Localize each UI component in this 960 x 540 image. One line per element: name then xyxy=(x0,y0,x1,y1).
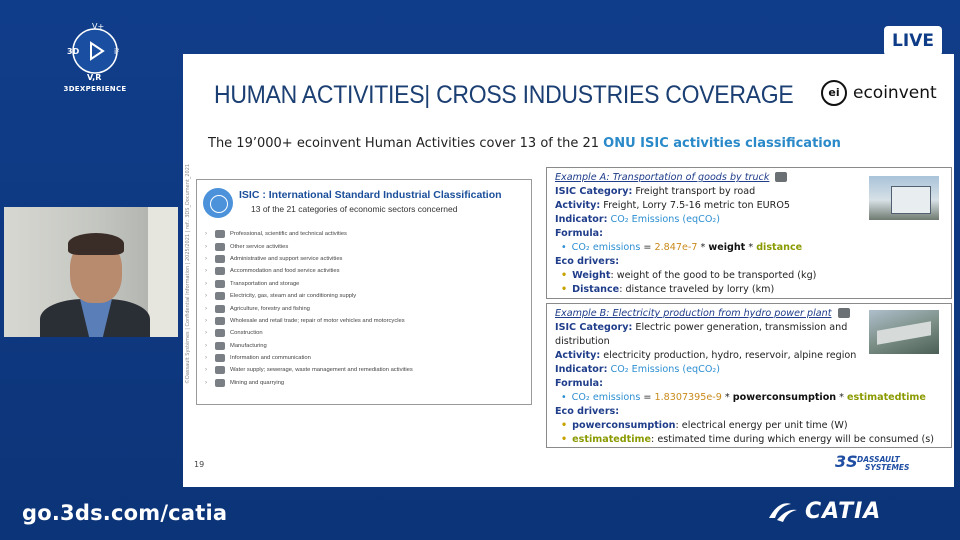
catia-logo xyxy=(765,498,881,524)
list-item: › Agriculture, forestry and fishing xyxy=(205,305,310,312)
category-icon xyxy=(215,317,225,325)
chevron-right-icon: › xyxy=(205,317,207,324)
list-item: › Wholesale and retail trade; repair of motor vehicles and motorcycles xyxy=(205,317,405,324)
chevron-right-icon: › xyxy=(205,355,207,362)
chevron-right-icon: › xyxy=(205,255,207,262)
chevron-right-icon: › xyxy=(205,231,207,238)
category-icon xyxy=(215,243,225,251)
list-item: • Weight: weight of the good to be transported (kg) xyxy=(561,270,817,281)
svg-text:3D: 3D xyxy=(67,47,80,56)
category-icon xyxy=(215,366,225,374)
presentation-slide xyxy=(183,54,954,487)
category-icon xyxy=(215,342,225,350)
list-item: › Accommodation and food service activities xyxy=(205,268,340,275)
truck-photo xyxy=(869,176,939,220)
bullet-icon: • xyxy=(561,242,567,253)
list-item: › Water supply; sewerage, waste management and remediation activities xyxy=(205,367,413,374)
category-icon xyxy=(215,267,225,275)
slide-subtitle: The 19’000+ ecoinvent Human Activities cover 13 of the 21 ONU ISIC activities classification xyxy=(208,136,841,151)
3dexperience-compass-icon xyxy=(62,20,128,82)
subtitle-highlight: ONU ISIC activities classification xyxy=(603,136,841,151)
example-a-formula: • CO₂ emissions = 2.847e-7 * weight * distance xyxy=(561,242,803,253)
vertical-copyright: ©Dassault Systèmes | Confidential Information | 2025/2021 | ref.: 3DS_Document_2021 xyxy=(185,163,191,384)
ds-mark-icon: 3S xyxy=(835,452,858,471)
list-item: › Manufacturing xyxy=(205,342,267,349)
list-item: › Electricity, gas, steam and air conditioning supply xyxy=(205,293,357,300)
chevron-right-icon: › xyxy=(205,342,207,349)
chevron-right-icon: › xyxy=(205,367,207,374)
page-number: 19 xyxy=(194,460,205,469)
presenter-webcam-feed xyxy=(4,207,178,337)
catia-label: CATIA xyxy=(805,498,882,524)
example-a-heading: Example A: Transportation of goods by truck xyxy=(555,172,770,183)
list-item: • Distance: distance traveled by lorry (km) xyxy=(561,284,775,295)
bullet-icon: • xyxy=(561,434,568,445)
chevron-right-icon: › xyxy=(205,243,207,250)
chevron-right-icon: › xyxy=(205,268,207,275)
bullet-icon: • xyxy=(561,420,568,431)
isic-subtitle: 13 of the 21 categories of economic sectors concerned xyxy=(251,204,458,214)
category-icon xyxy=(215,280,225,288)
chevron-right-icon: › xyxy=(205,305,207,312)
website-url: go.3ds.com/catia xyxy=(22,501,228,525)
list-item: › Mining and quarrying xyxy=(205,379,285,386)
example-a-box: Example A: Transportation of goods by truck ISIC Category: Freight transport by road Activity: Freight, Lorry 7.5-16 metric ton EURO5 Indicator: CO₂ Emissions (eqCO₂) Formula: • CO₂ emissions = 2.847e-7 * weight * distance Eco drivers: • Weight: weight of the good to be transported (kg) • Distance: distance traveled by lorry (km) xyxy=(546,167,952,299)
isic-title: ISIC : International Standard Industrial Classification xyxy=(239,189,502,201)
example-a-heading-row xyxy=(555,172,787,183)
isic-classification-box xyxy=(196,179,532,405)
example-b-formula: • CO₂ emissions = 1.8307395e-9 * powerconsumption * estimatedtime xyxy=(561,392,926,403)
ecoinvent-name: ecoinvent xyxy=(853,83,937,103)
example-b-heading-row xyxy=(555,308,850,319)
category-icon xyxy=(215,305,225,313)
ecoinvent-logo xyxy=(821,80,937,106)
category-icon xyxy=(215,329,225,337)
ecoinvent-mark-icon: ei xyxy=(821,80,847,106)
category-icon xyxy=(215,354,225,362)
svg-text:i²: i² xyxy=(114,47,120,56)
example-b-box: Example B: Electricity production from hydro power plant ISIC Category: Electric power generation, transmission and distribution Activity: electricity production, hydro, reservoir, alpine region Indicator: CO₂ Emissions (eqCO₂) Formula: • CO₂ emissions = 1.8307395e-9 * powerconsumption * estimatedtime Eco drivers: • powerconsumption: electrical energy per unit time (W) • estimatedtime: estimated time during which energy will be consumed (s) xyxy=(546,303,952,448)
3dexperience-logo xyxy=(62,20,128,82)
list-item: › Transportation and storage xyxy=(205,280,300,287)
category-icon xyxy=(215,255,225,263)
category-icon xyxy=(215,379,225,387)
list-item: › Other service activities xyxy=(205,243,289,250)
hydro-dam-photo xyxy=(869,310,939,354)
category-icon xyxy=(215,292,225,300)
svg-text:V+: V+ xyxy=(92,22,105,31)
chevron-right-icon: › xyxy=(205,293,207,300)
list-item: › Information and communication xyxy=(205,355,311,362)
truck-icon xyxy=(775,172,787,182)
bullet-icon: • xyxy=(561,284,568,295)
un-emblem-icon xyxy=(203,188,233,218)
chevron-right-icon: › xyxy=(205,330,207,337)
chevron-right-icon: › xyxy=(205,379,207,386)
bullet-icon: • xyxy=(561,392,567,403)
svg-text:V,R: V,R xyxy=(87,73,102,82)
dassault-systemes-logo: 3S DASSAULT SYSTEMES xyxy=(835,452,910,472)
power-plant-icon xyxy=(838,308,850,318)
list-item: › Professional, scientific and technical activities xyxy=(205,231,347,238)
list-item: • estimatedtime: estimated time during which energy will be consumed (s) xyxy=(561,434,934,445)
chevron-right-icon: › xyxy=(205,280,207,287)
list-item: › Administrative and support service activities xyxy=(205,255,343,262)
isic-category-list xyxy=(205,228,413,389)
bullet-icon: • xyxy=(561,270,568,281)
live-badge: LIVE xyxy=(884,26,942,56)
3dexperience-label: 3DEXPERIENCE xyxy=(63,85,127,93)
list-item: • powerconsumption: electrical energy per unit time (W) xyxy=(561,420,848,431)
slide-title: HUMAN ACTIVITIES| CROSS INDUSTRIES COVERAGE xyxy=(214,81,794,109)
example-b-heading: Example B: Electricity production from hydro power plant xyxy=(555,308,832,319)
ds-mark-icon xyxy=(765,498,799,524)
category-icon xyxy=(215,230,225,238)
list-item: › Construction xyxy=(205,330,263,337)
